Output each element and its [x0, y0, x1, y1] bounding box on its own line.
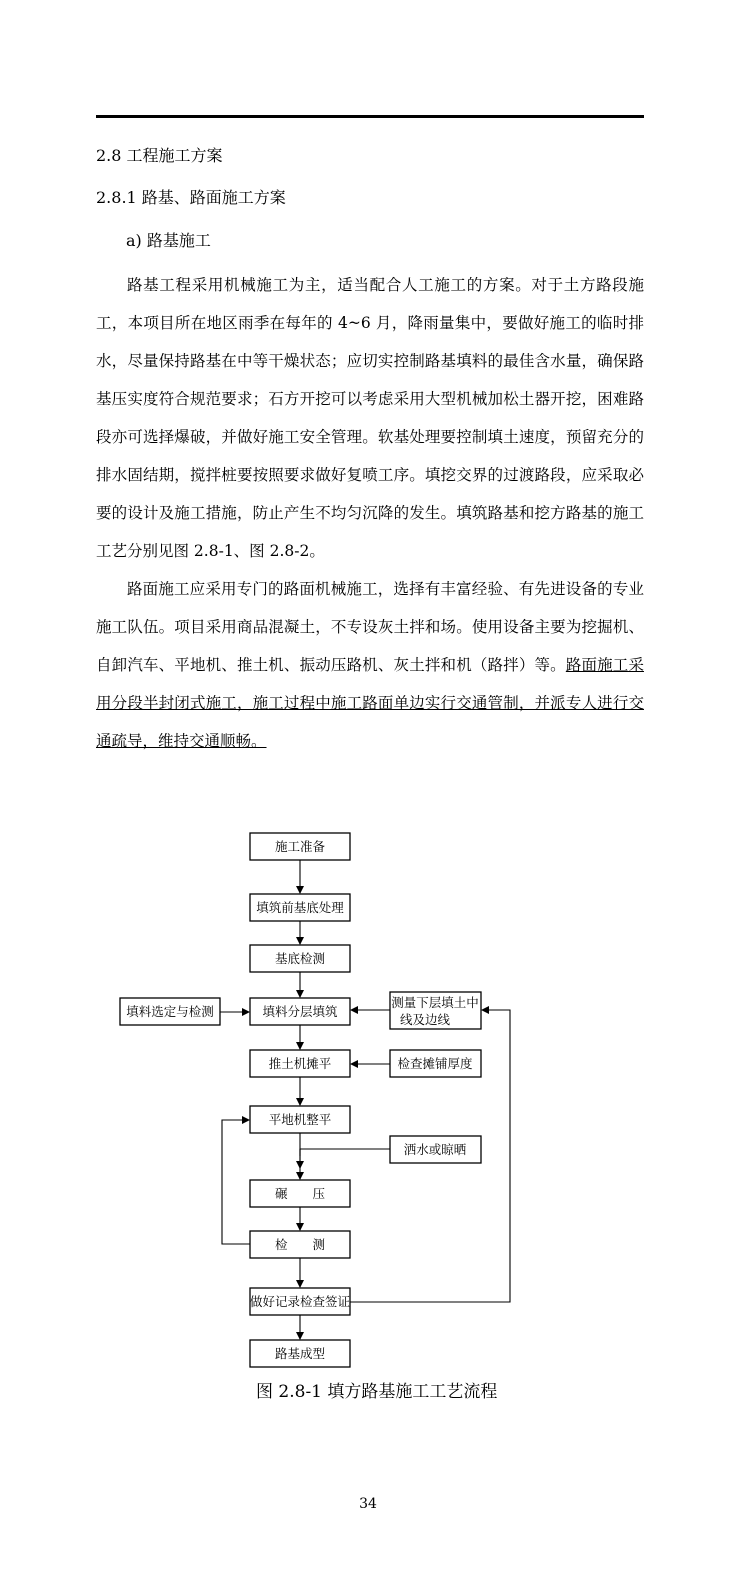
box-formed-label: 路基成型 [274, 1346, 326, 1361]
subsection-heading-a: a) 路基施工 [126, 231, 211, 250]
box-testing-label: 检 测 [274, 1237, 326, 1252]
paragraph-subgrade: 路基工程采用机械施工为主，适当配合人工施工的方案。对于土方路段施工，本项目所在地区雨季在每年的 4~6 月，降雨量集中，要做好施工的临时排水，尽量保持路基在中等干燥状态；应切实控制路基填料的最佳含水量，确保路基压实度符合规范要求；石方开挖可以考虑采用大型机械加松土器开挖，困难路段亦可选择爆破，并做好施工安全管理。软基处理要控制填土速度，预留充分的排水固结期，搅拌桩要按照要求做好复喷工序。填挖交界的过渡路段，应采取必要的设计及施工措施，防止产生不均匀沉降的发生。填筑路基和挖方路基的施工工艺分别见图 2.8-1、图 2.8-2。 [96, 276, 644, 560]
box-survey-label-1: 测量下层填土中 [391, 995, 479, 1010]
box-record-label: 做好记录检查签证 [249, 1294, 351, 1309]
box-layer-fill-label: 填料分层填筑 [262, 1004, 338, 1019]
paragraph-pavement-text: 路面施工应采用专门的路面机械施工，选择有丰富经验、有先进设备的专业施工队伍。项目采用商品混凝土，不专设灰土拌和场。使用设备主要为挖掘机、自卸汽车、平地机、推土机、振动压路机、灰土拌和机（路拌）等。 [96, 580, 644, 674]
loop-retest [222, 1120, 250, 1244]
figure-caption: 图 2.8-1 填方路基施工工艺流程 [256, 1382, 498, 1402]
box-prep-label: 施工准备 [274, 839, 326, 854]
box-base-test-label: 基底检测 [274, 951, 326, 966]
section-heading-2-8: 2.8 工程施工方案 [96, 146, 223, 165]
box-survey-label-2: 线及边线 [399, 1012, 451, 1027]
box-grader-label: 平地机整平 [268, 1112, 332, 1127]
section-heading-2-8-1: 2.8.1 路基、路面施工方案 [96, 188, 286, 207]
arrow-water [300, 1149, 390, 1156]
paragraph-pavement-underlined: 路面施工采用分段半封闭式施工，施工过程中施工路面单边实行交通管制，并派专人进行交通疏导，维持交通顺畅。 [96, 656, 644, 750]
box-compaction-label: 碾 压 [274, 1186, 326, 1201]
box-water-label: 洒水或晾晒 [403, 1142, 467, 1157]
box-thickness-check-label: 检查摊铺厚度 [397, 1056, 473, 1071]
page-number: 34 [359, 1496, 377, 1512]
box-base-treatment-label: 填筑前基底处理 [256, 900, 344, 915]
box-bulldozer-label: 推土机摊平 [268, 1056, 332, 1071]
box-fill-selection-label: 填料选定与检测 [126, 1004, 214, 1019]
